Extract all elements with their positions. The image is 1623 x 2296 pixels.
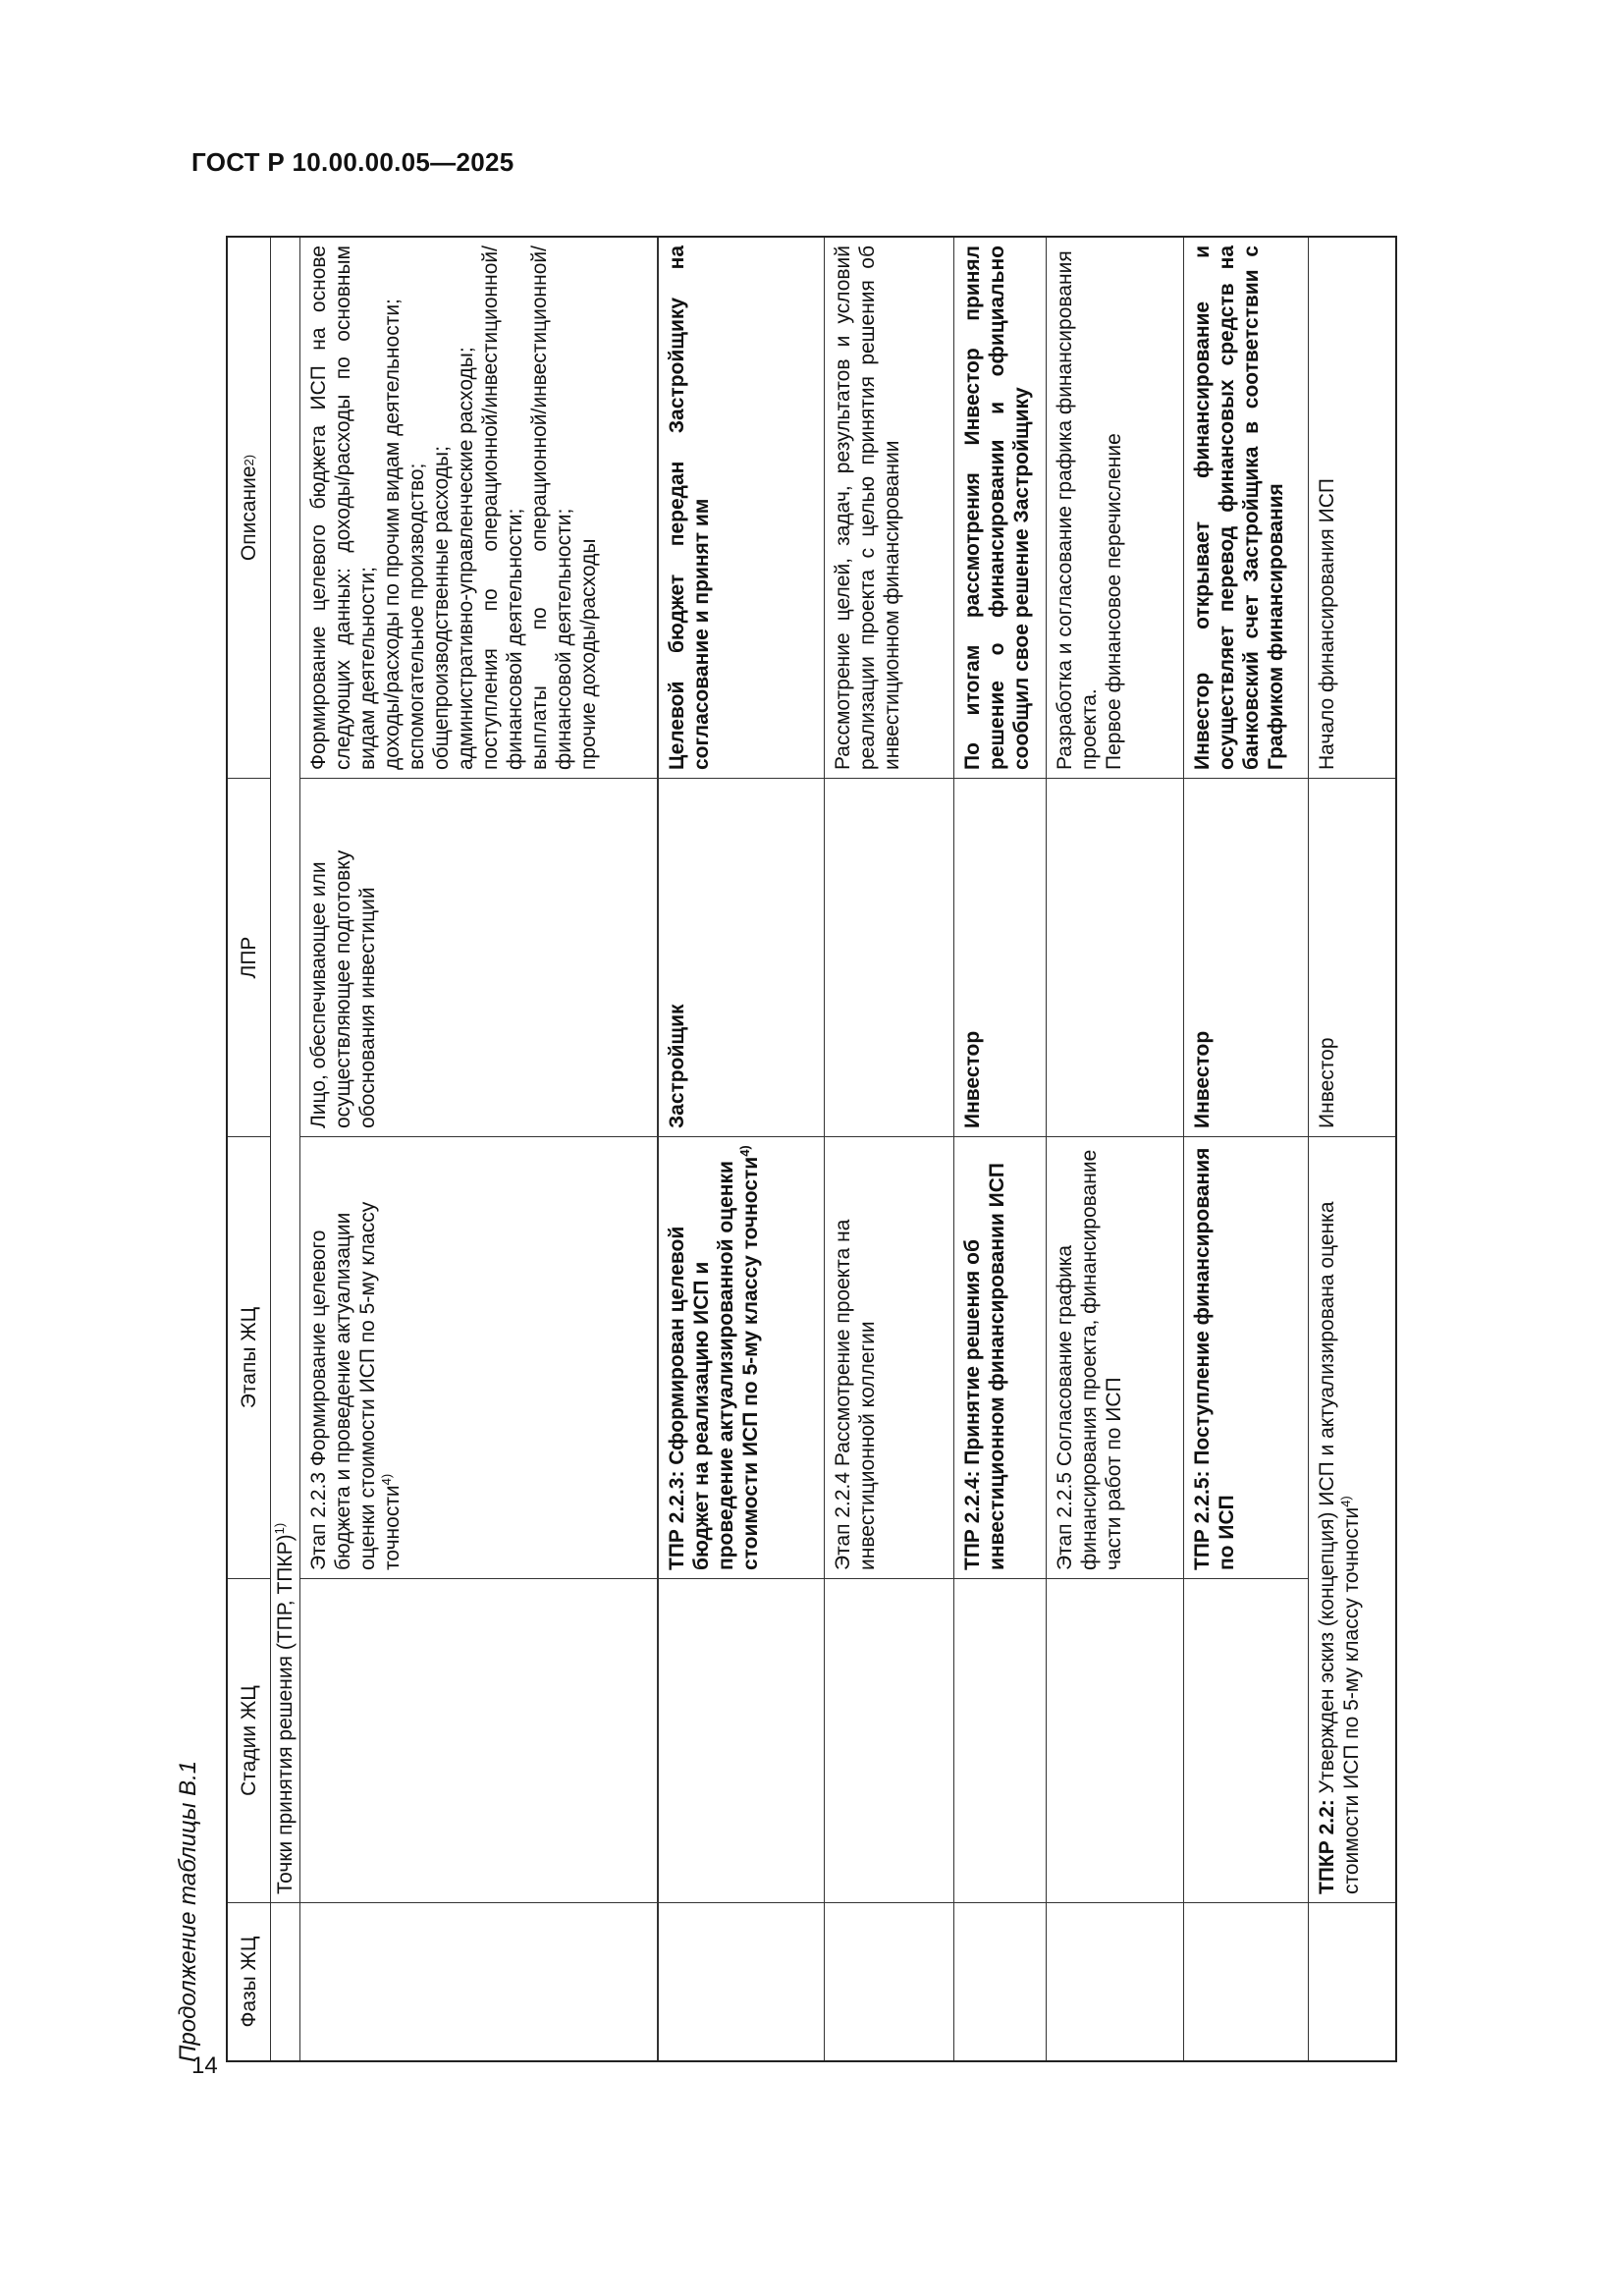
header-phases: Фазы ЖЦ (238, 1936, 260, 2028)
desc-line: поступления по операционной/инвестиционной/финансовой деятельности; (479, 246, 526, 770)
table-row (954, 238, 1047, 2060)
cell-stage (300, 1579, 657, 1903)
cell-phase (300, 1903, 657, 2060)
desc-line: Начало финансирования ИСП (1316, 478, 1338, 770)
table-row (658, 238, 825, 2060)
cell-stage (825, 1579, 953, 1903)
cell-phase (1184, 1903, 1308, 2060)
cell-step (659, 1137, 824, 1579)
rotated-table-block (175, 236, 1397, 2062)
cell-step (954, 1137, 1046, 1579)
table (226, 236, 1397, 2062)
desc-line: Рассмотрение целей, задач, результатов и условий реализации проекта с целью принятия решения об инвестиционном финансировании (832, 246, 903, 770)
step-sup: 4) (379, 1473, 394, 1486)
step-text: ТПР 2.2.4: Принятие решения об инвестиционном финансировании ИСП (961, 1162, 1008, 1570)
step-text: ТПР 2.2.5: Поступление финансирования по ИСП (1191, 1147, 1238, 1570)
cell-lpr (825, 779, 953, 1137)
desc-line: вспомогательное производство; (406, 463, 428, 770)
desc-line: выплаты по операционной/инвестиционной/финансовой деятельности; (528, 246, 575, 770)
desc-line: прочие доходы/расходы (577, 538, 600, 770)
desc-line: По итогам рассмотрения Инвестор принял решение о финансировании и официально сообщил свое решение Застройщику (961, 246, 1033, 770)
table-subheader-row (271, 238, 300, 2060)
header-lpr: ЛПР (228, 779, 270, 1137)
cell-lpr: Застройщик (659, 779, 824, 1137)
table-row (300, 238, 658, 2060)
header-steps: Этапы ЖЦ (228, 1137, 270, 1579)
header-description-text: Описание (238, 465, 260, 562)
table-row (1047, 238, 1184, 2060)
cell-description (300, 238, 657, 779)
cell-lpr: Лицо, обеспечивающее или осуществляющее подготовку обоснования инвестиций (300, 779, 657, 1137)
step-sup: 4) (737, 1145, 752, 1157)
cell-stage (1047, 1579, 1183, 1903)
subheader-decision-points (271, 238, 299, 1903)
cell-phase (1047, 1903, 1183, 2060)
cell-lpr (1047, 779, 1183, 1137)
tpkr-label: ТПКР 2.2: (1316, 1799, 1338, 1894)
table-row (1184, 238, 1309, 2060)
tpkr-text: Утвержден эскиз (концепция) ИСП и актуализирована оценка стоимости ИСП по 5-му классу точности (1316, 1201, 1363, 1894)
document-header: ГОСТ Р 10.00.00.05—2025 (191, 147, 514, 177)
cell-lpr: Инвестор (1184, 779, 1308, 1137)
cell-description (659, 238, 824, 779)
cell-step (825, 1137, 953, 1579)
subheader-sup: 1) (272, 1522, 287, 1535)
cell-description (1184, 238, 1308, 779)
page-number: 14 (191, 2052, 218, 2079)
cell-stage (1184, 1579, 1308, 1903)
cell-description (1047, 238, 1183, 779)
table-header-row (228, 238, 271, 2060)
desc-line: общепроизводственные расходы; (430, 446, 453, 770)
cell-phase (954, 1903, 1046, 2060)
cell-step (1047, 1137, 1183, 1579)
cell-stage (954, 1579, 1046, 1903)
cell-phase (659, 1903, 824, 2060)
tpkr-sup: 4) (1338, 1496, 1353, 1507)
step-text: Этап 2.2.5 Согласование графика финансирования проекта, финансирование части работ по ИСП (1054, 1149, 1125, 1570)
desc-line: Формирование целевого бюджета ИСП на основе следующих данных: доходы/расходы по основным видам деятельности; (307, 246, 379, 770)
header-stages: Стадии ЖЦ (228, 1579, 270, 1903)
table-caption: Продолжение таблицы В.1 (175, 1760, 201, 2062)
desc-line: Целевой бюджет передан Застройщику на согласование и принят им (666, 246, 713, 770)
cell-description (954, 238, 1046, 779)
header-description: Описание 2) (228, 238, 270, 779)
subheader-text: Точки принятия решения (ТПР, ТПКР) (274, 1534, 297, 1894)
cell-lpr: Инвестор (1309, 779, 1395, 1137)
table-row (825, 238, 954, 2060)
step-text: Этап 2.2.3 Формирование целевого бюджета и проведение актуализации оценки стоимости ИСП по 5-му классу точности (307, 1201, 404, 1570)
cell-description (1309, 238, 1395, 779)
table-row (1309, 238, 1395, 2060)
cell-phase (825, 1903, 953, 2060)
cell-phase (1309, 1903, 1395, 2060)
subheader-empty-phase (271, 1903, 299, 2060)
cell-lpr: Инвестор (954, 779, 1046, 1137)
cell-stage (659, 1579, 824, 1903)
desc-line: Разработка и согласование графика финансирования проекта. (1054, 250, 1101, 770)
cell-step (1184, 1137, 1308, 1579)
desc-line: доходы/расходы по прочим видам деятельности; (381, 299, 404, 770)
desc-line: Инвестор открывает финансирование и осуществляет перевод финансовых средств на банковский счет Застройщика в соответствии с Графиком финансирования (1191, 246, 1287, 770)
cell-step (300, 1137, 657, 1579)
cell-description (825, 238, 953, 779)
desc-line: Первое финансовое перечисление (1103, 433, 1125, 770)
step-text: Этап 2.2.4 Рассмотрение проекта на инвестиционной коллегии (832, 1219, 879, 1570)
cell-tpkr (1309, 1137, 1395, 1903)
desc-line: административно-управленческие расходы; (455, 347, 477, 770)
step-text: ТПР 2.2.3: Сформирован целевой бюджет на реализацию ИСП и проведение актуализированной оценки стоимости ИСП по 5-му классу точности (666, 1156, 762, 1570)
